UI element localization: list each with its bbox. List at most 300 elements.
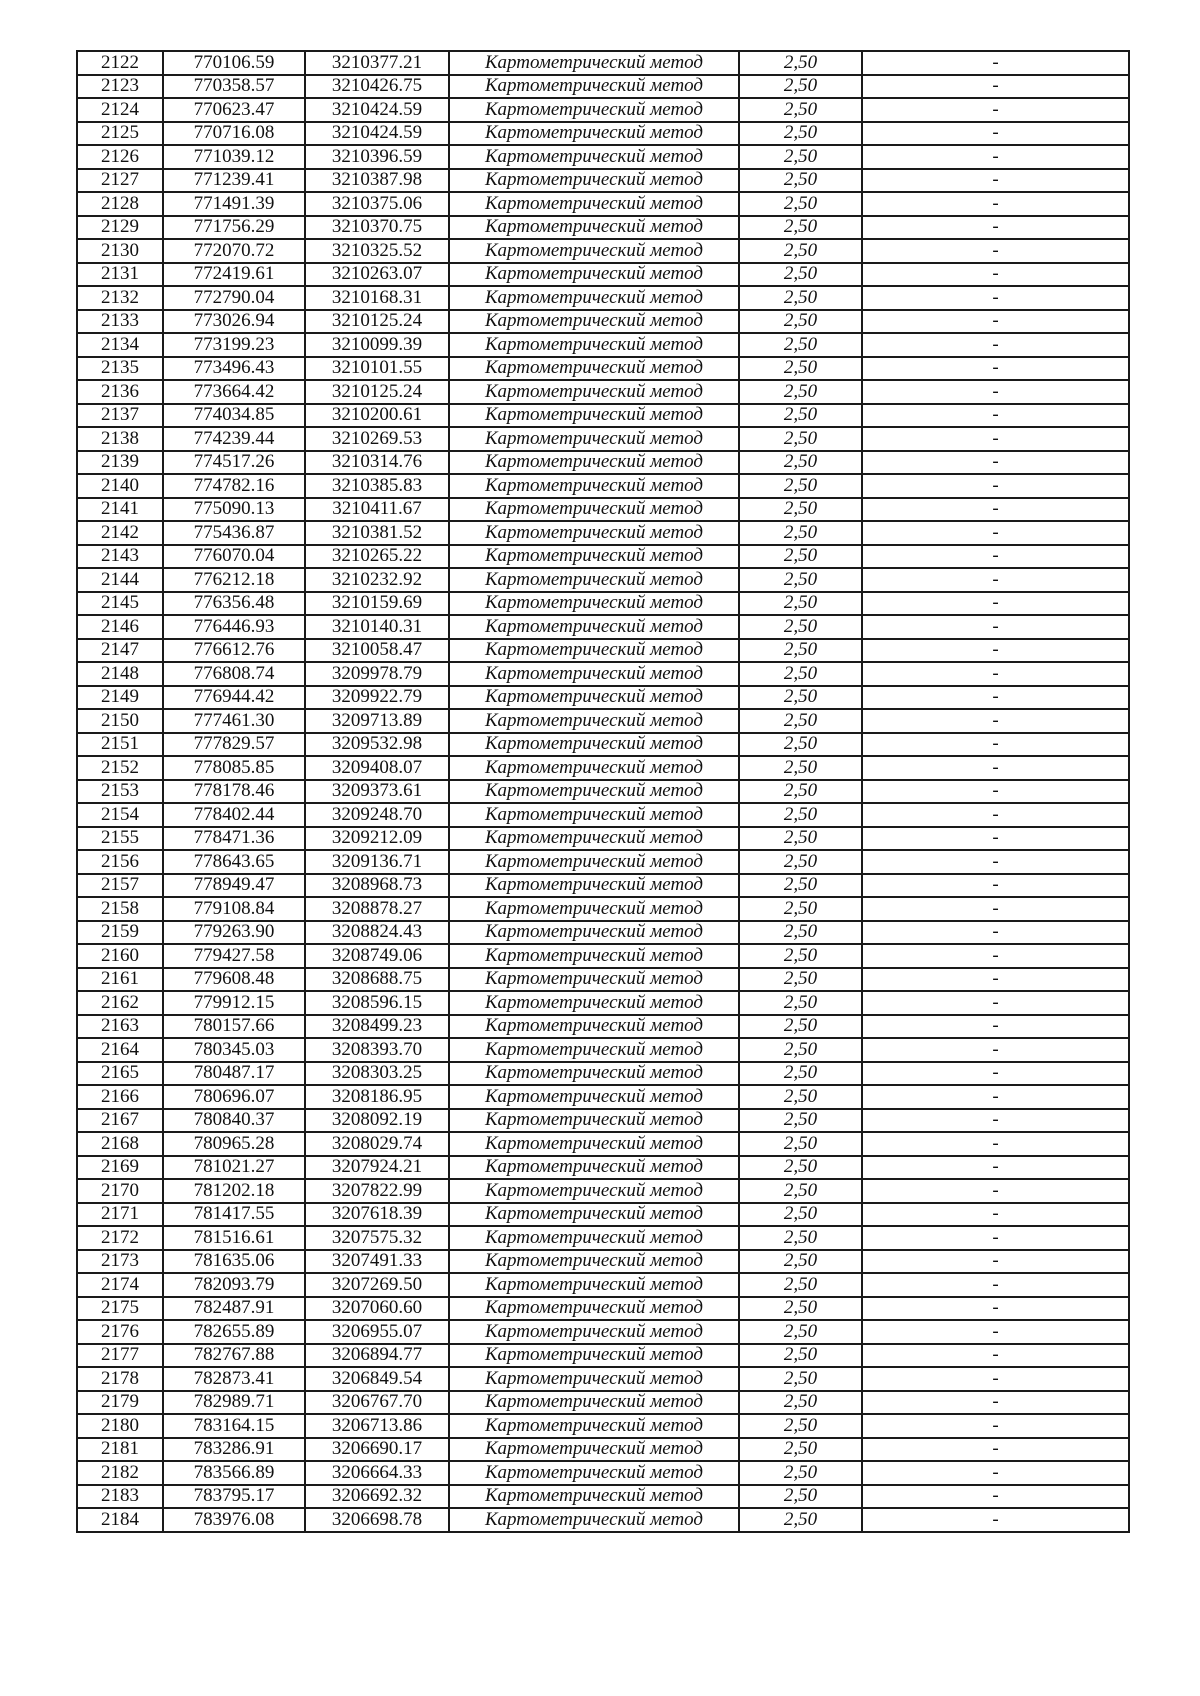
x-coordinate-cell: 774239.44: [163, 427, 305, 451]
y-coordinate-cell: 3210370.75: [305, 216, 449, 240]
table-row: [77, 756, 1129, 780]
point-number-cell: 2168: [77, 1132, 163, 1156]
description-cell: -: [862, 1203, 1129, 1227]
description-cell: -: [862, 1156, 1129, 1180]
accuracy-cell: 2,50: [739, 98, 862, 122]
accuracy-cell: 2,50: [739, 686, 862, 710]
x-coordinate-cell: 778471.36: [163, 827, 305, 851]
method-cell: Картометрический метод: [449, 239, 739, 263]
table-row: [77, 216, 1129, 240]
description-cell: -: [862, 1461, 1129, 1485]
table-row: [77, 968, 1129, 992]
point-number-cell: 2130: [77, 239, 163, 263]
description-cell: -: [862, 733, 1129, 757]
x-coordinate-cell: 782989.71: [163, 1391, 305, 1415]
table-row: [77, 827, 1129, 851]
description-cell: -: [862, 1250, 1129, 1274]
point-number-cell: 2160: [77, 944, 163, 968]
point-number-cell: 2143: [77, 545, 163, 569]
y-coordinate-cell: 3208186.95: [305, 1085, 449, 1109]
point-number-cell: 2173: [77, 1250, 163, 1274]
y-coordinate-cell: 3209136.71: [305, 850, 449, 874]
x-coordinate-cell: 771491.39: [163, 192, 305, 216]
y-coordinate-cell: 3210377.21: [305, 51, 449, 75]
accuracy-cell: 2,50: [739, 1391, 862, 1415]
y-coordinate-cell: 3208968.73: [305, 874, 449, 898]
accuracy-cell: 2,50: [739, 1297, 862, 1321]
method-cell: Картометрический метод: [449, 1273, 739, 1297]
accuracy-cell: 2,50: [739, 944, 862, 968]
method-cell: Картометрический метод: [449, 756, 739, 780]
y-coordinate-cell: 3210424.59: [305, 122, 449, 146]
y-coordinate-cell: 3210058.47: [305, 639, 449, 663]
point-number-cell: 2170: [77, 1179, 163, 1203]
table-row: [77, 1344, 1129, 1368]
y-coordinate-cell: 3210140.31: [305, 615, 449, 639]
accuracy-cell: 2,50: [739, 380, 862, 404]
y-coordinate-cell: 3210200.61: [305, 404, 449, 428]
description-cell: -: [862, 850, 1129, 874]
x-coordinate-cell: 771756.29: [163, 216, 305, 240]
table-row: [77, 1508, 1129, 1532]
point-number-cell: 2154: [77, 803, 163, 827]
point-number-cell: 2174: [77, 1273, 163, 1297]
point-number-cell: 2124: [77, 98, 163, 122]
x-coordinate-cell: 778643.65: [163, 850, 305, 874]
description-cell: -: [862, 921, 1129, 945]
point-number-cell: 2182: [77, 1461, 163, 1485]
method-cell: Картометрический метод: [449, 545, 739, 569]
accuracy-cell: 2,50: [739, 1179, 862, 1203]
accuracy-cell: 2,50: [739, 427, 862, 451]
x-coordinate-cell: 781021.27: [163, 1156, 305, 1180]
accuracy-cell: 2,50: [739, 1109, 862, 1133]
description-cell: -: [862, 169, 1129, 193]
x-coordinate-cell: 778085.85: [163, 756, 305, 780]
accuracy-cell: 2,50: [739, 1226, 862, 1250]
description-cell: -: [862, 897, 1129, 921]
accuracy-cell: 2,50: [739, 1273, 862, 1297]
description-cell: -: [862, 874, 1129, 898]
method-cell: Картометрический метод: [449, 1508, 739, 1532]
accuracy-cell: 2,50: [739, 75, 862, 99]
method-cell: Картометрический метод: [449, 1250, 739, 1274]
y-coordinate-cell: 3208393.70: [305, 1038, 449, 1062]
description-cell: -: [862, 1391, 1129, 1415]
table-row: [77, 1038, 1129, 1062]
point-number-cell: 2135: [77, 357, 163, 381]
table-row: [77, 686, 1129, 710]
description-cell: -: [862, 404, 1129, 428]
method-cell: Картометрический метод: [449, 709, 739, 733]
y-coordinate-cell: 3208878.27: [305, 897, 449, 921]
x-coordinate-cell: 776356.48: [163, 592, 305, 616]
table-row: [77, 897, 1129, 921]
description-cell: -: [862, 427, 1129, 451]
point-number-cell: 2157: [77, 874, 163, 898]
description-cell: -: [862, 592, 1129, 616]
method-cell: Картометрический метод: [449, 968, 739, 992]
table-row: [77, 145, 1129, 169]
accuracy-cell: 2,50: [739, 921, 862, 945]
x-coordinate-cell: 776612.76: [163, 639, 305, 663]
accuracy-cell: 2,50: [739, 1414, 862, 1438]
method-cell: Картометрический метод: [449, 568, 739, 592]
x-coordinate-cell: 778402.44: [163, 803, 305, 827]
method-cell: Картометрический метод: [449, 192, 739, 216]
point-number-cell: 2164: [77, 1038, 163, 1062]
accuracy-cell: 2,50: [739, 662, 862, 686]
method-cell: Картометрический метод: [449, 733, 739, 757]
table-row: [77, 850, 1129, 874]
accuracy-cell: 2,50: [739, 1367, 862, 1391]
method-cell: Картометрический метод: [449, 1320, 739, 1344]
point-number-cell: 2139: [77, 451, 163, 475]
description-cell: -: [862, 1320, 1129, 1344]
table-row: [77, 1367, 1129, 1391]
x-coordinate-cell: 773496.43: [163, 357, 305, 381]
y-coordinate-cell: 3208092.19: [305, 1109, 449, 1133]
point-number-cell: 2177: [77, 1344, 163, 1368]
method-cell: Картометрический метод: [449, 380, 739, 404]
coordinates-table: [76, 50, 1130, 1533]
y-coordinate-cell: 3207618.39: [305, 1203, 449, 1227]
method-cell: Картометрический метод: [449, 1038, 739, 1062]
y-coordinate-cell: 3207491.33: [305, 1250, 449, 1274]
method-cell: Картометрический метод: [449, 1344, 739, 1368]
table-row: [77, 615, 1129, 639]
description-cell: -: [862, 1085, 1129, 1109]
description-cell: -: [862, 310, 1129, 334]
point-number-cell: 2159: [77, 921, 163, 945]
y-coordinate-cell: 3208824.43: [305, 921, 449, 945]
table-row: [77, 1485, 1129, 1509]
accuracy-cell: 2,50: [739, 122, 862, 146]
x-coordinate-cell: 782093.79: [163, 1273, 305, 1297]
y-coordinate-cell: 3209713.89: [305, 709, 449, 733]
y-coordinate-cell: 3206692.32: [305, 1485, 449, 1509]
point-number-cell: 2144: [77, 568, 163, 592]
description-cell: -: [862, 968, 1129, 992]
point-number-cell: 2180: [77, 1414, 163, 1438]
x-coordinate-cell: 780965.28: [163, 1132, 305, 1156]
x-coordinate-cell: 782767.88: [163, 1344, 305, 1368]
point-number-cell: 2178: [77, 1367, 163, 1391]
y-coordinate-cell: 3208499.23: [305, 1015, 449, 1039]
point-number-cell: 2156: [77, 850, 163, 874]
table-row: [77, 1320, 1129, 1344]
accuracy-cell: 2,50: [739, 1062, 862, 1086]
y-coordinate-cell: 3207822.99: [305, 1179, 449, 1203]
x-coordinate-cell: 781635.06: [163, 1250, 305, 1274]
table-row: [77, 451, 1129, 475]
description-cell: -: [862, 1226, 1129, 1250]
method-cell: Картометрический метод: [449, 1485, 739, 1509]
method-cell: Картометрический метод: [449, 169, 739, 193]
table-row: [77, 75, 1129, 99]
x-coordinate-cell: 779263.90: [163, 921, 305, 945]
description-cell: -: [862, 192, 1129, 216]
method-cell: Картометрический метод: [449, 1461, 739, 1485]
table-row: [77, 944, 1129, 968]
x-coordinate-cell: 771239.41: [163, 169, 305, 193]
description-cell: -: [862, 615, 1129, 639]
x-coordinate-cell: 771039.12: [163, 145, 305, 169]
accuracy-cell: 2,50: [739, 592, 862, 616]
x-coordinate-cell: 776070.04: [163, 545, 305, 569]
point-number-cell: 2125: [77, 122, 163, 146]
description-cell: -: [862, 686, 1129, 710]
point-number-cell: 2181: [77, 1438, 163, 1462]
y-coordinate-cell: 3210168.31: [305, 286, 449, 310]
x-coordinate-cell: 783976.08: [163, 1508, 305, 1532]
point-number-cell: 2126: [77, 145, 163, 169]
x-coordinate-cell: 780345.03: [163, 1038, 305, 1062]
x-coordinate-cell: 772790.04: [163, 286, 305, 310]
table-row: [77, 780, 1129, 804]
description-cell: -: [862, 263, 1129, 287]
point-number-cell: 2167: [77, 1109, 163, 1133]
description-cell: -: [862, 1273, 1129, 1297]
description-cell: -: [862, 286, 1129, 310]
point-number-cell: 2136: [77, 380, 163, 404]
table-row: [77, 803, 1129, 827]
accuracy-cell: 2,50: [739, 1438, 862, 1462]
accuracy-cell: 2,50: [739, 1085, 862, 1109]
table-row: [77, 1391, 1129, 1415]
table-row: [77, 1132, 1129, 1156]
accuracy-cell: 2,50: [739, 357, 862, 381]
y-coordinate-cell: 3209248.70: [305, 803, 449, 827]
table-row: [77, 662, 1129, 686]
accuracy-cell: 2,50: [739, 239, 862, 263]
table-row: [77, 169, 1129, 193]
accuracy-cell: 2,50: [739, 639, 862, 663]
y-coordinate-cell: 3206955.07: [305, 1320, 449, 1344]
y-coordinate-cell: 3210325.52: [305, 239, 449, 263]
point-number-cell: 2127: [77, 169, 163, 193]
method-cell: Картометрический метод: [449, 1179, 739, 1203]
method-cell: Картометрический метод: [449, 639, 739, 663]
method-cell: Картометрический метод: [449, 145, 739, 169]
accuracy-cell: 2,50: [739, 1156, 862, 1180]
x-coordinate-cell: 775436.87: [163, 521, 305, 545]
method-cell: Картометрический метод: [449, 1085, 739, 1109]
description-cell: -: [862, 239, 1129, 263]
accuracy-cell: 2,50: [739, 1461, 862, 1485]
point-number-cell: 2153: [77, 780, 163, 804]
description-cell: -: [862, 333, 1129, 357]
accuracy-cell: 2,50: [739, 451, 862, 475]
table-row: [77, 1109, 1129, 1133]
method-cell: Картометрический метод: [449, 1367, 739, 1391]
table-row: [77, 733, 1129, 757]
method-cell: Картометрический метод: [449, 1438, 739, 1462]
point-number-cell: 2149: [77, 686, 163, 710]
description-cell: -: [862, 944, 1129, 968]
table-row: [77, 239, 1129, 263]
method-cell: Картометрический метод: [449, 1226, 739, 1250]
description-cell: -: [862, 1109, 1129, 1133]
x-coordinate-cell: 781202.18: [163, 1179, 305, 1203]
description-cell: -: [862, 1438, 1129, 1462]
table-row: [77, 380, 1129, 404]
x-coordinate-cell: 776808.74: [163, 662, 305, 686]
y-coordinate-cell: 3210125.24: [305, 380, 449, 404]
y-coordinate-cell: 3209532.98: [305, 733, 449, 757]
x-coordinate-cell: 780157.66: [163, 1015, 305, 1039]
x-coordinate-cell: 783566.89: [163, 1461, 305, 1485]
y-coordinate-cell: 3210424.59: [305, 98, 449, 122]
y-coordinate-cell: 3207269.50: [305, 1273, 449, 1297]
x-coordinate-cell: 781516.61: [163, 1226, 305, 1250]
y-coordinate-cell: 3210263.07: [305, 263, 449, 287]
description-cell: -: [862, 1485, 1129, 1509]
accuracy-cell: 2,50: [739, 169, 862, 193]
accuracy-cell: 2,50: [739, 145, 862, 169]
accuracy-cell: 2,50: [739, 263, 862, 287]
point-number-cell: 2145: [77, 592, 163, 616]
description-cell: -: [862, 1132, 1129, 1156]
table-row: [77, 1015, 1129, 1039]
y-coordinate-cell: 3206698.78: [305, 1508, 449, 1532]
method-cell: Картометрический метод: [449, 803, 739, 827]
description-cell: -: [862, 122, 1129, 146]
accuracy-cell: 2,50: [739, 1132, 862, 1156]
accuracy-cell: 2,50: [739, 709, 862, 733]
point-number-cell: 2172: [77, 1226, 163, 1250]
accuracy-cell: 2,50: [739, 874, 862, 898]
description-cell: -: [862, 1414, 1129, 1438]
x-coordinate-cell: 778949.47: [163, 874, 305, 898]
y-coordinate-cell: 3210265.22: [305, 545, 449, 569]
accuracy-cell: 2,50: [739, 1344, 862, 1368]
table-row: [77, 1250, 1129, 1274]
point-number-cell: 2183: [77, 1485, 163, 1509]
table-row: [77, 568, 1129, 592]
method-cell: Картометрический метод: [449, 1109, 739, 1133]
y-coordinate-cell: 3207575.32: [305, 1226, 449, 1250]
description-cell: -: [862, 75, 1129, 99]
point-number-cell: 2158: [77, 897, 163, 921]
table-row: [77, 404, 1129, 428]
method-cell: Картометрический метод: [449, 216, 739, 240]
method-cell: Картометрический метод: [449, 921, 739, 945]
y-coordinate-cell: 3209212.09: [305, 827, 449, 851]
y-coordinate-cell: 3209978.79: [305, 662, 449, 686]
point-number-cell: 2142: [77, 521, 163, 545]
description-cell: -: [862, 145, 1129, 169]
method-cell: Картометрический метод: [449, 1156, 739, 1180]
table-row: [77, 1414, 1129, 1438]
method-cell: Картометрический метод: [449, 404, 739, 428]
table-row: [77, 357, 1129, 381]
method-cell: Картометрический метод: [449, 498, 739, 522]
accuracy-cell: 2,50: [739, 827, 862, 851]
x-coordinate-cell: 780840.37: [163, 1109, 305, 1133]
method-cell: Картометрический метод: [449, 286, 739, 310]
accuracy-cell: 2,50: [739, 615, 862, 639]
y-coordinate-cell: 3210232.92: [305, 568, 449, 592]
point-number-cell: 2165: [77, 1062, 163, 1086]
x-coordinate-cell: 770358.57: [163, 75, 305, 99]
y-coordinate-cell: 3209408.07: [305, 756, 449, 780]
point-number-cell: 2140: [77, 474, 163, 498]
point-number-cell: 2179: [77, 1391, 163, 1415]
x-coordinate-cell: 770716.08: [163, 122, 305, 146]
description-cell: -: [862, 380, 1129, 404]
x-coordinate-cell: 775090.13: [163, 498, 305, 522]
accuracy-cell: 2,50: [739, 803, 862, 827]
method-cell: Картометрический метод: [449, 263, 739, 287]
y-coordinate-cell: 3206713.86: [305, 1414, 449, 1438]
x-coordinate-cell: 772419.61: [163, 263, 305, 287]
y-coordinate-cell: 3209373.61: [305, 780, 449, 804]
point-number-cell: 2151: [77, 733, 163, 757]
x-coordinate-cell: 778178.46: [163, 780, 305, 804]
x-coordinate-cell: 773664.42: [163, 380, 305, 404]
description-cell: -: [862, 451, 1129, 475]
point-number-cell: 2129: [77, 216, 163, 240]
y-coordinate-cell: 3210411.67: [305, 498, 449, 522]
description-cell: -: [862, 357, 1129, 381]
accuracy-cell: 2,50: [739, 192, 862, 216]
method-cell: Картометрический метод: [449, 944, 739, 968]
point-number-cell: 2150: [77, 709, 163, 733]
accuracy-cell: 2,50: [739, 568, 862, 592]
y-coordinate-cell: 3210396.59: [305, 145, 449, 169]
method-cell: Картометрический метод: [449, 451, 739, 475]
method-cell: Картометрический метод: [449, 1414, 739, 1438]
description-cell: -: [862, 1344, 1129, 1368]
table-row: [77, 98, 1129, 122]
method-cell: Картометрический метод: [449, 827, 739, 851]
table-row: [77, 1203, 1129, 1227]
description-cell: -: [862, 498, 1129, 522]
method-cell: Картометрический метод: [449, 1132, 739, 1156]
y-coordinate-cell: 3207060.60: [305, 1297, 449, 1321]
accuracy-cell: 2,50: [739, 474, 862, 498]
y-coordinate-cell: 3210387.98: [305, 169, 449, 193]
x-coordinate-cell: 783795.17: [163, 1485, 305, 1509]
y-coordinate-cell: 3206690.17: [305, 1438, 449, 1462]
x-coordinate-cell: 774034.85: [163, 404, 305, 428]
y-coordinate-cell: 3209922.79: [305, 686, 449, 710]
table-row: [77, 1438, 1129, 1462]
description-cell: -: [862, 1508, 1129, 1532]
x-coordinate-cell: 776446.93: [163, 615, 305, 639]
accuracy-cell: 2,50: [739, 1038, 862, 1062]
table-row: [77, 1156, 1129, 1180]
y-coordinate-cell: 3210314.76: [305, 451, 449, 475]
x-coordinate-cell: 782487.91: [163, 1297, 305, 1321]
method-cell: Картометрический метод: [449, 1015, 739, 1039]
description-cell: -: [862, 98, 1129, 122]
point-number-cell: 2128: [77, 192, 163, 216]
accuracy-cell: 2,50: [739, 51, 862, 75]
table-row: [77, 1297, 1129, 1321]
x-coordinate-cell: 772070.72: [163, 239, 305, 263]
description-cell: -: [862, 1367, 1129, 1391]
x-coordinate-cell: 779427.58: [163, 944, 305, 968]
table-row: [77, 545, 1129, 569]
description-cell: -: [862, 1038, 1129, 1062]
table-row: [77, 921, 1129, 945]
method-cell: Картометрический метод: [449, 1062, 739, 1086]
method-cell: Картометрический метод: [449, 662, 739, 686]
x-coordinate-cell: 781417.55: [163, 1203, 305, 1227]
description-cell: -: [862, 1015, 1129, 1039]
